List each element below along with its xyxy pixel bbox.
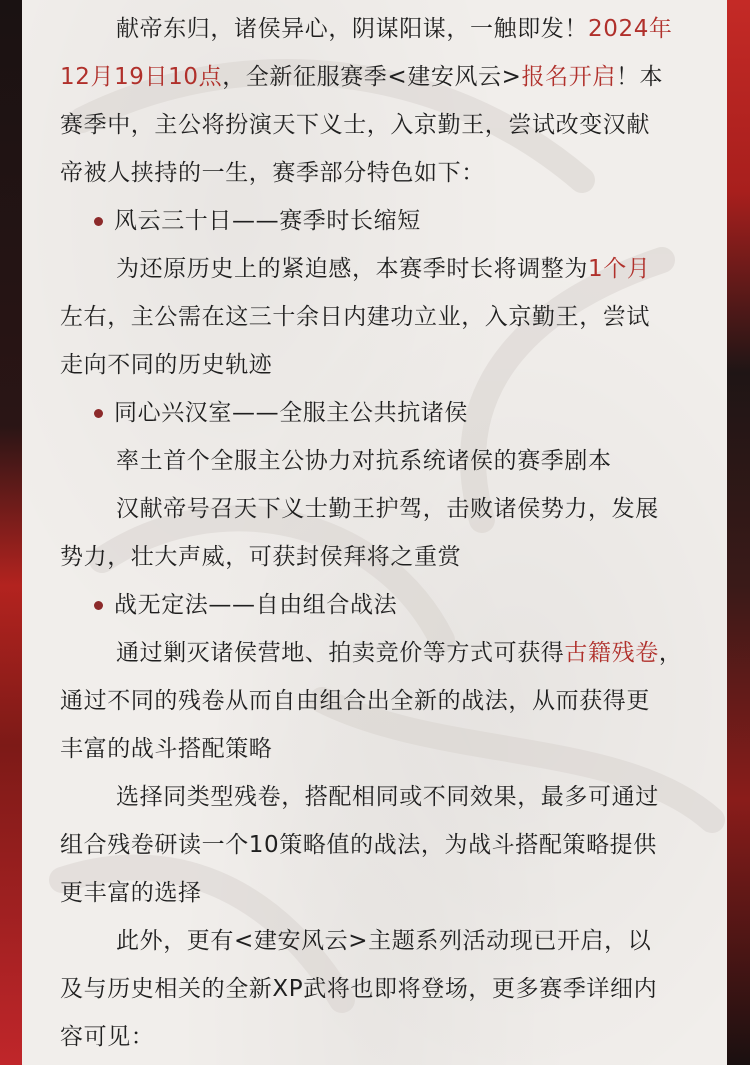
section3-paragraph-4: 选择同类型残卷，搭配相同或不同效果，最多可通过 — [116, 784, 659, 810]
section3-paragraph-2: 通过不同的残卷从而自由组合出全新的战法，从而获得更 — [60, 688, 650, 714]
paragraph-text: ， — [658, 640, 683, 666]
intro-line-2 — [60, 62, 663, 92]
bullet-dot — [94, 217, 103, 226]
paragraph-text: 通过剿灭诸侯营地、拍卖竞价等方式可获得 — [116, 640, 565, 666]
right-decorative-border — [727, 0, 750, 1065]
article-paper — [22, 0, 727, 1065]
section2-paragraph-3: 势力，壮大声威，可获封侯拜将之重赏 — [60, 544, 462, 570]
bullet-dot — [94, 601, 103, 610]
intro-line-4: 帝被人挟持的一生，赛季部分特色如下： — [60, 160, 485, 186]
intro-text: 献帝东归，诸侯异心，阴谋阳谋，一触即发！ — [116, 16, 588, 42]
highlight-date-year: 2024年 — [588, 16, 673, 42]
outro-paragraph-1: 此外，更有<建安风云>主题系列活动现已开启，以 — [116, 928, 652, 954]
intro-line-3: 赛季中，主公将扮演天下义士，入京勤王，尝试改变汉献 — [60, 112, 650, 138]
section2-paragraph-2: 汉献帝号召天下义士勤王护驾，击败诸侯势力，发展 — [116, 496, 659, 522]
section2-paragraph-1: 率土首个全服主公协力对抗系统诸侯的赛季剧本 — [116, 448, 612, 474]
intro-line-1 — [116, 14, 673, 44]
section-title-1: 风云三十日——赛季时长缩短 — [114, 208, 421, 234]
highlight-duration: 1个月 — [588, 256, 651, 282]
section1-paragraph-3: 走向不同的历史轨迹 — [60, 352, 273, 378]
section3-paragraph-3: 丰富的战斗搭配策略 — [60, 736, 273, 762]
outro-paragraph-2: 及与历史相关的全新XP武将也即将登场，更多赛季详细内 — [60, 976, 658, 1002]
section1-paragraph-1 — [116, 254, 650, 284]
section3-paragraph-5: 组合残卷研读一个10策略值的战法，为战斗搭配策略提供 — [60, 832, 657, 858]
section-title-3: 战无定法——自由组合战法 — [114, 592, 398, 618]
highlight-date-time: 12月19日10点 — [60, 64, 223, 90]
left-decorative-border — [0, 0, 22, 1065]
highlight-ancient-scroll: 古籍残卷 — [564, 640, 659, 666]
paragraph-text: 为还原历史上的紧迫感，本赛季时长将调整为 — [116, 256, 588, 282]
section-title-2: 同心兴汉室——全服主公共抗诸侯 — [114, 400, 468, 426]
intro-text: ！本 — [615, 64, 664, 90]
intro-text: ，全新征服赛季<建安风云> — [222, 64, 522, 90]
section1-paragraph-2: 左右，主公需在这三十余日内建功立业，入京勤王，尝试 — [60, 304, 650, 330]
outro-paragraph-3: 容可见： — [60, 1024, 155, 1050]
highlight-registration: 报名开启 — [521, 64, 616, 90]
section3-paragraph-6: 更丰富的选择 — [60, 880, 202, 906]
bullet-dot — [94, 409, 103, 418]
section3-paragraph-1 — [116, 638, 682, 668]
